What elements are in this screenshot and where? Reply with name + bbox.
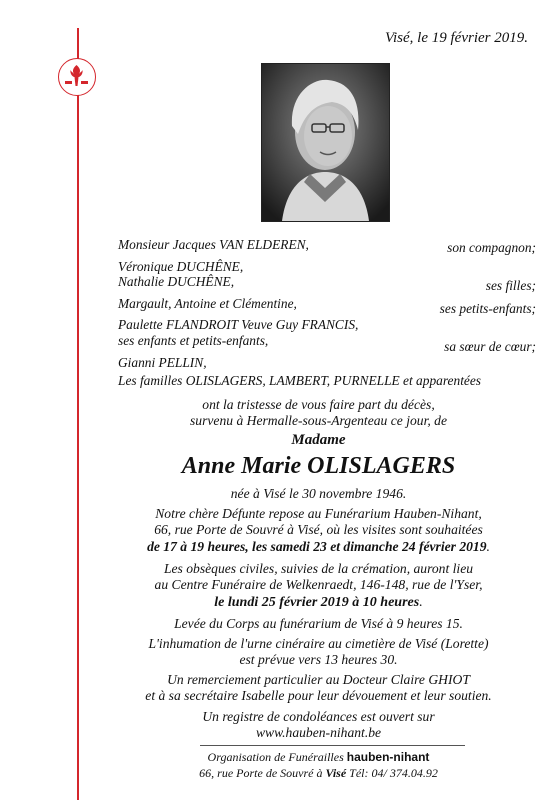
thanks-line: Un remerciement particulier au Docteur Claire GHIOT	[167, 672, 470, 687]
footer-address-city: Visé	[325, 766, 347, 780]
family-name-line: Véronique DUCHÊNE,	[118, 259, 244, 274]
footer-divider	[200, 745, 465, 746]
inhumation-line: est prévue vers 13 heures 30.	[239, 652, 398, 667]
announcement-line: survenu à Hermalle-sous-Argenteau ce jour, de	[190, 413, 447, 428]
family-name-line: Les familles OLISLAGERS, LAMBERT, PURNELLE et apparentées	[118, 373, 482, 388]
portrait-photo	[261, 63, 390, 222]
repose-line: Notre chère Défunte repose au Funérarium Hauben-Nihant,	[155, 506, 482, 521]
deceased-title: Madame	[291, 432, 346, 448]
family-relation: ses petits-enfants;	[439, 301, 536, 316]
footer-brand: hauben-nihant	[346, 750, 430, 764]
footer-address	[77, 767, 560, 779]
visits-hours: de 17 à 19 heures, les samedi 23 et dimanche 24 février 2019	[147, 539, 487, 554]
footer-organisation	[77, 751, 560, 763]
visits-period: .	[486, 539, 490, 554]
funeral-line: Les obsèques civiles, suivies de la crémation, auront lieu	[163, 561, 474, 576]
funeral-date: le lundi 25 février 2019 à 10 heures	[214, 595, 420, 610]
family-relation: son compagnon;	[447, 240, 536, 255]
levee-line: Levée du Corps au funérarium de Visé à 9 heures 15.	[174, 616, 463, 631]
funeral-date-period: .	[419, 595, 423, 610]
family-name-line: Margault, Antoine et Clémentine,	[118, 296, 297, 311]
registry-url: www.hauben-nihant.be	[255, 725, 382, 740]
visits-line	[77, 540, 560, 554]
family-relation: ses filles;	[485, 278, 536, 293]
announcement-line: ont la tristesse de vous faire part du décès,	[202, 397, 435, 412]
torch-emblem-icon	[58, 58, 96, 96]
torch-emblem-graphic	[59, 59, 94, 94]
family-name-line: Monsieur Jacques VAN ELDEREN,	[118, 237, 309, 252]
thanks-line: et à sa secrétaire Isabelle pour leur dévouement et leur soutien.	[145, 688, 492, 703]
footer-phone: Tél: 04/ 374.04.92	[349, 766, 438, 780]
funeral-date-line	[77, 596, 560, 610]
inhumation-line: L'inhumation de l'urne cinéraire au cimetière de Visé (Lorette)	[148, 636, 489, 651]
family-name-line: Paulette FLANDROIT Veuve Guy FRANCIS,	[118, 317, 359, 332]
portrait-graphic	[262, 64, 389, 221]
repose-line: 66, rue Porte de Souvré à Visé, où les visites sont souhaitées	[154, 522, 483, 537]
family-name-line: Nathalie DUCHÊNE,	[118, 274, 235, 289]
birth-line: née à Visé le 30 novembre 1946.	[230, 486, 407, 501]
notice-date: Visé, le 19 février 2019.	[384, 30, 528, 46]
deceased-name: Anne Marie OLISLAGERS	[181, 453, 456, 479]
footer-address-street: 66, rue Porte de Souvré à	[199, 766, 323, 780]
funeral-line: au Centre Funéraire de Welkenraedt, 146-148, rue de l'Yser,	[154, 577, 483, 592]
family-name-line: ses enfants et petits-enfants,	[118, 333, 269, 348]
family-relation: sa sœur de cœur;	[444, 339, 536, 354]
family-name-line: Gianni PELLIN,	[118, 355, 207, 370]
footer-org-prefix: Organisation de Funérailles	[207, 750, 344, 764]
registry-line: Un registre de condoléances est ouvert sur	[202, 709, 435, 724]
